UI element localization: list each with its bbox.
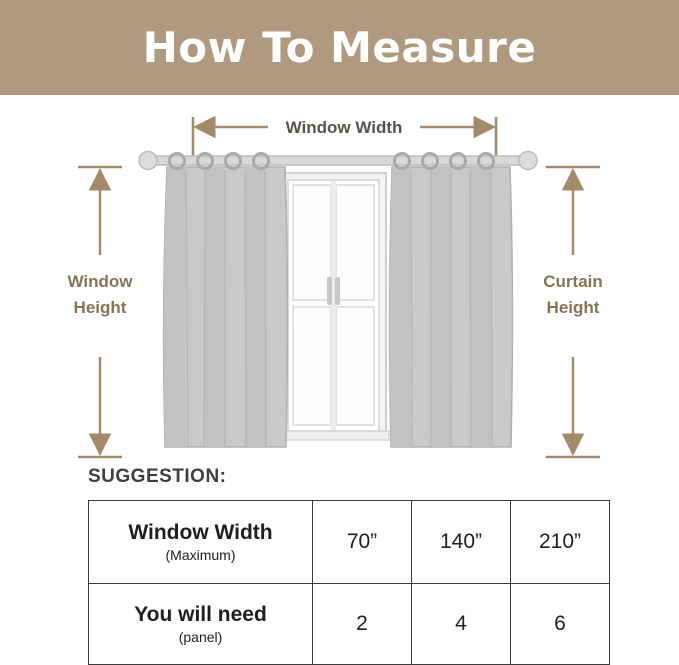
table-row-header: [89, 501, 313, 584]
left-curtain-panel: [164, 154, 288, 448]
table-cell: 140”: [412, 501, 511, 584]
window-height-label-line1: Window: [67, 272, 133, 291]
table-row-header: [89, 584, 313, 665]
table-cell: 2: [313, 584, 412, 665]
row-header-sub: (Maximum): [165, 547, 236, 563]
suggestion-table: [88, 500, 610, 665]
table-cell: 4: [412, 584, 511, 665]
window-height-label-line2: Height: [73, 298, 127, 317]
table-cell: 210”: [511, 501, 610, 584]
table-cell: 70”: [313, 501, 412, 584]
header-banner: [0, 0, 679, 95]
suggestion-label: SUGGESTION:: [88, 466, 227, 487]
row-header-main: Window Width: [128, 520, 273, 544]
table-row: [89, 584, 610, 665]
table-row: [89, 501, 610, 584]
table-cell: 6: [511, 584, 610, 665]
suggestion-table-wrap: [88, 500, 591, 665]
page-title: How To Measure: [142, 23, 537, 72]
right-curtain-panel: [390, 154, 513, 448]
window-graphic: [278, 173, 389, 440]
measurement-diagram: [0, 95, 679, 465]
row-header-sub: (panel): [178, 629, 223, 645]
row-header-main: You will need: [134, 602, 267, 626]
curtain-height-label-line2: Height: [546, 298, 600, 317]
diagram-svg: [0, 95, 679, 465]
curtain-height-label-line1: Curtain: [543, 272, 603, 291]
window-width-label: Window Width: [285, 118, 403, 137]
